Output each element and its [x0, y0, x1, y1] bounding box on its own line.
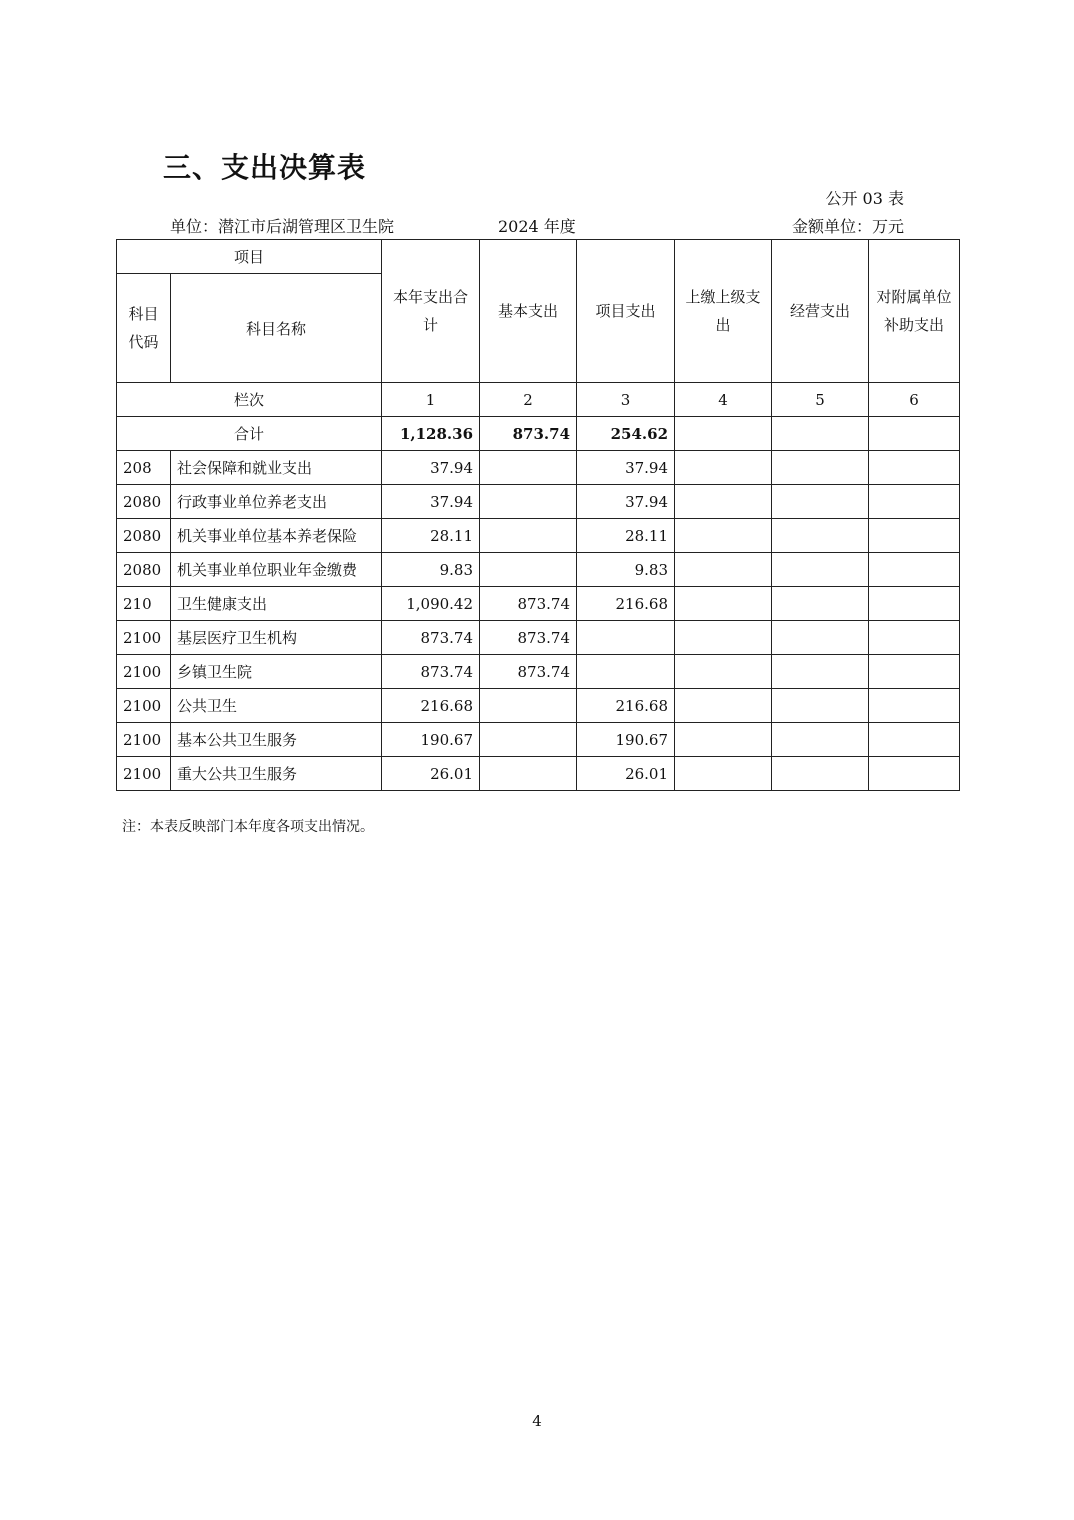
- row-basic: 873.74: [480, 587, 577, 621]
- header-project: 项目: [117, 240, 382, 274]
- total-label: 合计: [117, 417, 382, 451]
- row-cell: [675, 519, 772, 553]
- header-col-subsidy: 对附属单位补助支出: [869, 240, 960, 383]
- row-project: 26.01: [577, 757, 675, 791]
- row-name: 社会保障和就业支出: [171, 451, 382, 485]
- column-number: 3: [577, 383, 675, 417]
- table-row: [117, 587, 960, 621]
- row-project: 216.68: [577, 587, 675, 621]
- row-total: 873.74: [382, 621, 480, 655]
- page-title: 三、支出决算表: [163, 151, 367, 184]
- unit-label: 单位：潜江市后湖管理区卫生院: [170, 217, 395, 236]
- row-cell: [869, 621, 960, 655]
- row-cell: [675, 689, 772, 723]
- row-cell: [772, 519, 869, 553]
- row-code: 2100: [117, 655, 171, 689]
- total-cell: 1,128.36: [382, 417, 480, 451]
- row-code: 2100: [117, 689, 171, 723]
- total-cell: 873.74: [480, 417, 577, 451]
- row-name: 重大公共卫生服务: [171, 757, 382, 791]
- table-row: [117, 655, 960, 689]
- row-cell: [772, 451, 869, 485]
- row-project: 216.68: [577, 689, 675, 723]
- row-code: 2100: [117, 723, 171, 757]
- table-row: [117, 485, 960, 519]
- row-code: 2080: [117, 485, 171, 519]
- row-project: 28.11: [577, 519, 675, 553]
- row-name: 卫生健康支出: [171, 587, 382, 621]
- row-cell: [772, 689, 869, 723]
- total-cell: [772, 417, 869, 451]
- table-row: [117, 689, 960, 723]
- table-row: [117, 621, 960, 655]
- row-cell: [675, 655, 772, 689]
- row-cell: [772, 757, 869, 791]
- page-number: 4: [532, 1412, 542, 1430]
- header-col-total: 本年支出合计: [382, 240, 480, 383]
- row-basic: [480, 519, 577, 553]
- row-project: [577, 621, 675, 655]
- row-basic: [480, 485, 577, 519]
- row-basic: [480, 757, 577, 791]
- form-code: 公开 03 表: [825, 189, 904, 208]
- row-name: 基层医疗卫生机构: [171, 621, 382, 655]
- header-col-operating: 经营支出: [772, 240, 869, 383]
- row-basic: 873.74: [480, 655, 577, 689]
- table-row: [117, 519, 960, 553]
- header-name: 科目名称: [171, 274, 382, 383]
- header-lanci: 栏次: [117, 383, 382, 417]
- row-cell: [772, 587, 869, 621]
- row-project: [577, 655, 675, 689]
- row-cell: [869, 451, 960, 485]
- row-code: 208: [117, 451, 171, 485]
- row-cell: [675, 451, 772, 485]
- total-cell: 254.62: [577, 417, 675, 451]
- row-total: 1,090.42: [382, 587, 480, 621]
- row-cell: [675, 757, 772, 791]
- table-row: [117, 451, 960, 485]
- row-cell: [869, 757, 960, 791]
- row-basic: [480, 723, 577, 757]
- row-cell: [869, 655, 960, 689]
- header-col-project: 项目支出: [577, 240, 675, 383]
- row-total: 190.67: [382, 723, 480, 757]
- table-row: [117, 723, 960, 757]
- row-cell: [772, 553, 869, 587]
- row-name: 机关事业单位基本养老保险: [171, 519, 382, 553]
- row-cell: [869, 553, 960, 587]
- row-total: 37.94: [382, 451, 480, 485]
- column-number: 4: [675, 383, 772, 417]
- row-cell: [869, 689, 960, 723]
- row-basic: [480, 451, 577, 485]
- row-code: 2080: [117, 553, 171, 587]
- row-code: 2100: [117, 757, 171, 791]
- row-total: 9.83: [382, 553, 480, 587]
- row-total: 26.01: [382, 757, 480, 791]
- table-note: 注：本表反映部门本年度各项支出情况。: [122, 819, 374, 835]
- money-unit-label: 金额单位：万元: [791, 217, 904, 236]
- row-cell: [675, 621, 772, 655]
- column-number: 6: [869, 383, 960, 417]
- row-project: 190.67: [577, 723, 675, 757]
- row-cell: [772, 723, 869, 757]
- column-number: 2: [480, 383, 577, 417]
- row-project: 9.83: [577, 553, 675, 587]
- row-code: 210: [117, 587, 171, 621]
- row-cell: [869, 587, 960, 621]
- column-number: 5: [772, 383, 869, 417]
- row-cell: [772, 655, 869, 689]
- total-cell: [869, 417, 960, 451]
- row-cell: [869, 519, 960, 553]
- row-cell: [772, 621, 869, 655]
- row-name: 公共卫生: [171, 689, 382, 723]
- header-col-basic: 基本支出: [480, 240, 577, 383]
- row-cell: [869, 485, 960, 519]
- total-cell: [675, 417, 772, 451]
- row-code: 2080: [117, 519, 171, 553]
- expenditure-table: [116, 239, 960, 791]
- row-project: 37.94: [577, 451, 675, 485]
- row-total: 37.94: [382, 485, 480, 519]
- row-name: 机关事业单位职业年金缴费: [171, 553, 382, 587]
- column-number-row: [117, 383, 960, 417]
- row-total: 216.68: [382, 689, 480, 723]
- row-cell: [869, 723, 960, 757]
- total-row: [117, 417, 960, 451]
- row-code: 2100: [117, 621, 171, 655]
- header-col-remit: 上缴上级支出: [675, 240, 772, 383]
- row-basic: 873.74: [480, 621, 577, 655]
- table-row: [117, 553, 960, 587]
- header-code: 科目代码: [117, 274, 171, 383]
- row-name: 行政事业单位养老支出: [171, 485, 382, 519]
- row-cell: [675, 723, 772, 757]
- row-cell: [772, 485, 869, 519]
- row-basic: [480, 689, 577, 723]
- row-total: 28.11: [382, 519, 480, 553]
- column-number: 1: [382, 383, 480, 417]
- row-project: 37.94: [577, 485, 675, 519]
- row-cell: [675, 485, 772, 519]
- row-basic: [480, 553, 577, 587]
- year-label: 2024 年度: [498, 217, 576, 236]
- row-name: 基本公共卫生服务: [171, 723, 382, 757]
- row-cell: [675, 587, 772, 621]
- table-row: [117, 757, 960, 791]
- row-cell: [675, 553, 772, 587]
- row-total: 873.74: [382, 655, 480, 689]
- row-name: 乡镇卫生院: [171, 655, 382, 689]
